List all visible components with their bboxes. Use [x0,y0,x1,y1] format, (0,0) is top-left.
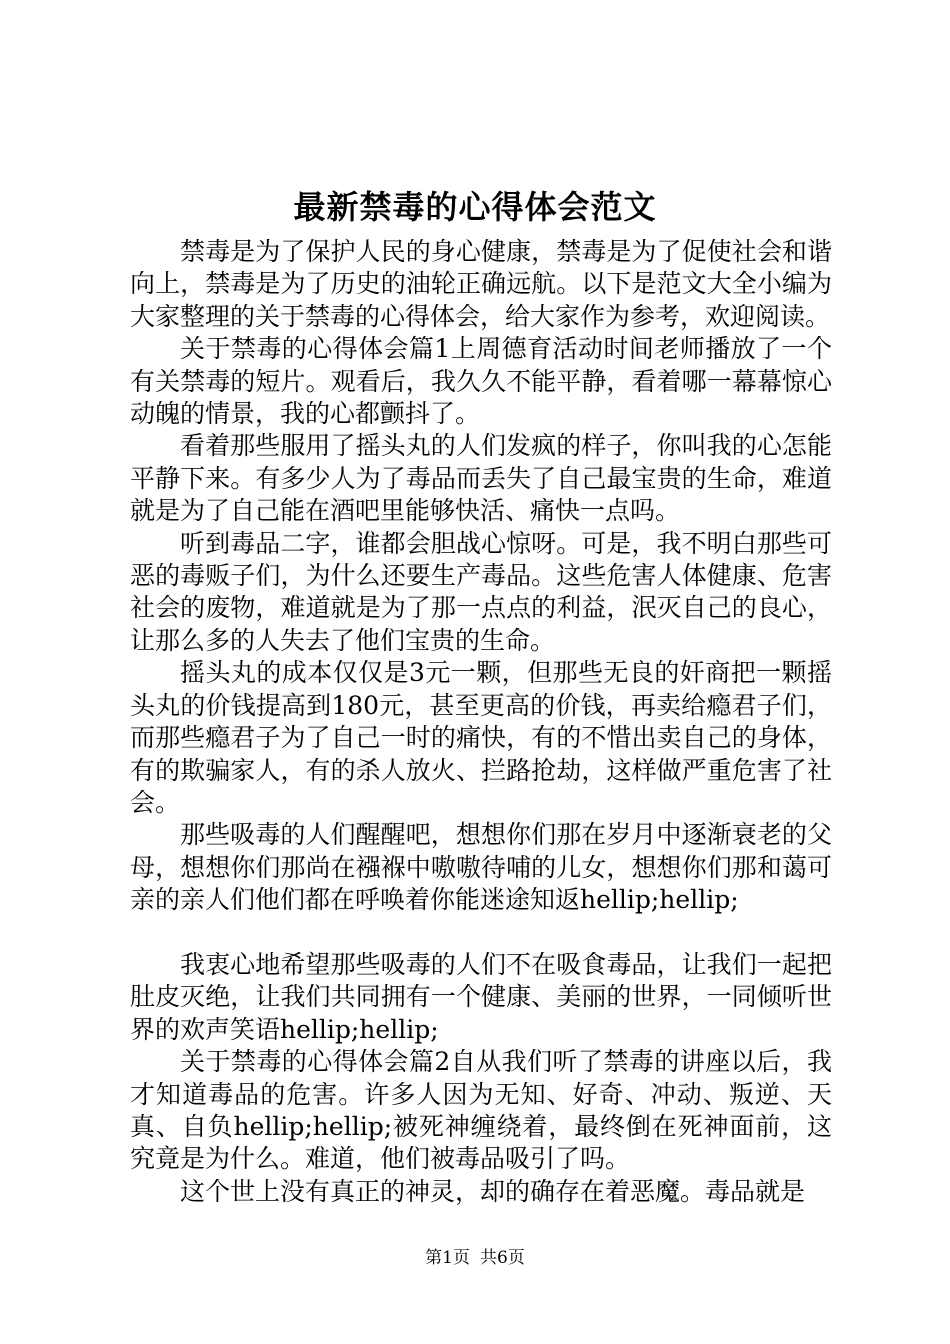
paragraph-intro: 禁毒是为了保护人民的身心健康，禁毒是为了促使社会和谐向上，禁毒是为了历史的油轮正确远航。以下是范文大全小编为大家整理的关于禁毒的心得体会，给大家作为参考，欢迎阅读。 [130,237,832,331]
paragraph-essay1-hope: 我衷心地希望那些吸毒的人们不在吸食毒品，让我们一起把肚皮灭绝，让我们共同拥有一个健康、美丽的世界，一同倾听世界的欢声笑语hellip;hellip; [130,949,832,1044]
paragraph-essay1-dealers: 听到毒品二字，谁都会胆战心惊呀。可是，我不明白那些可恶的毒贩子们，为什么还要生产毒品。这些危害人体健康、危害社会的废物，难道就是为了那一点点的利益，泯灭自己的良心，让那么多的人失去了他们宝贵的生命。 [130,528,832,655]
paragraph-essay2-opening: 关于禁毒的心得体会篇2自从我们听了禁毒的讲座以后，我才知道毒品的危害。许多人因为无知、好奇、冲动、叛逆、天真、自负hellip;hellip;被死神缠绕着，最终倒在死神面前，这究竟是为什么。难道，他们被毒品吸引了吗。 [130,1047,832,1174]
blank-line [130,917,832,949]
page-number-current: 第1页 [425,1248,470,1268]
document-body [130,236,832,1208]
paragraph-essay1-opening: 关于禁毒的心得体会篇1上周德育活动时间老师播放了一个有关禁毒的短片。观看后，我久久不能平静，看着哪一幕幕惊心动魄的情景，我的心都颤抖了。 [130,334,832,429]
paragraph-essay1-wake-up: 那些吸毒的人们醒醒吧，想想你们那在岁月中逐渐衰老的父母，想想你们那尚在襁褓中嗷嗷待哺的儿女，想想你们那和蔼可亲的亲人们他们都在呼唤着你能迷途知返hellip;hellip; [130,820,832,915]
paragraph-essay1-cost: 摇头丸的成本仅仅是3元一颗，但那些无良的奸商把一颗摇头丸的价钱提高到180元，甚至更高的价钱，再卖给瘾君子们，而那些瘾君子为了自己一时的痛快，有的不惜出卖自己的身体，有的欺骗家人，有的杀人放火、拦路抢劫，这样做严重危害了社会。 [130,658,832,817]
page-number-total: 共6页 [480,1248,525,1268]
document-title: 最新禁毒的心得体会范文 [293,188,657,226]
paragraph-essay1-ecstasy: 看着那些服用了摇头丸的人们发疯的样子，你叫我的心怎能平静下来。有多少人为了毒品而丢失了自己最宝贵的生命，难道就是为了自己能在酒吧里能够快活、痛快一点吗。 [130,431,832,526]
page-footer [0,1246,950,1270]
paragraph-essay2-demons: 这个世上没有真正的神灵，却的确存在着恶魔。毒品就是 [180,1176,806,1206]
